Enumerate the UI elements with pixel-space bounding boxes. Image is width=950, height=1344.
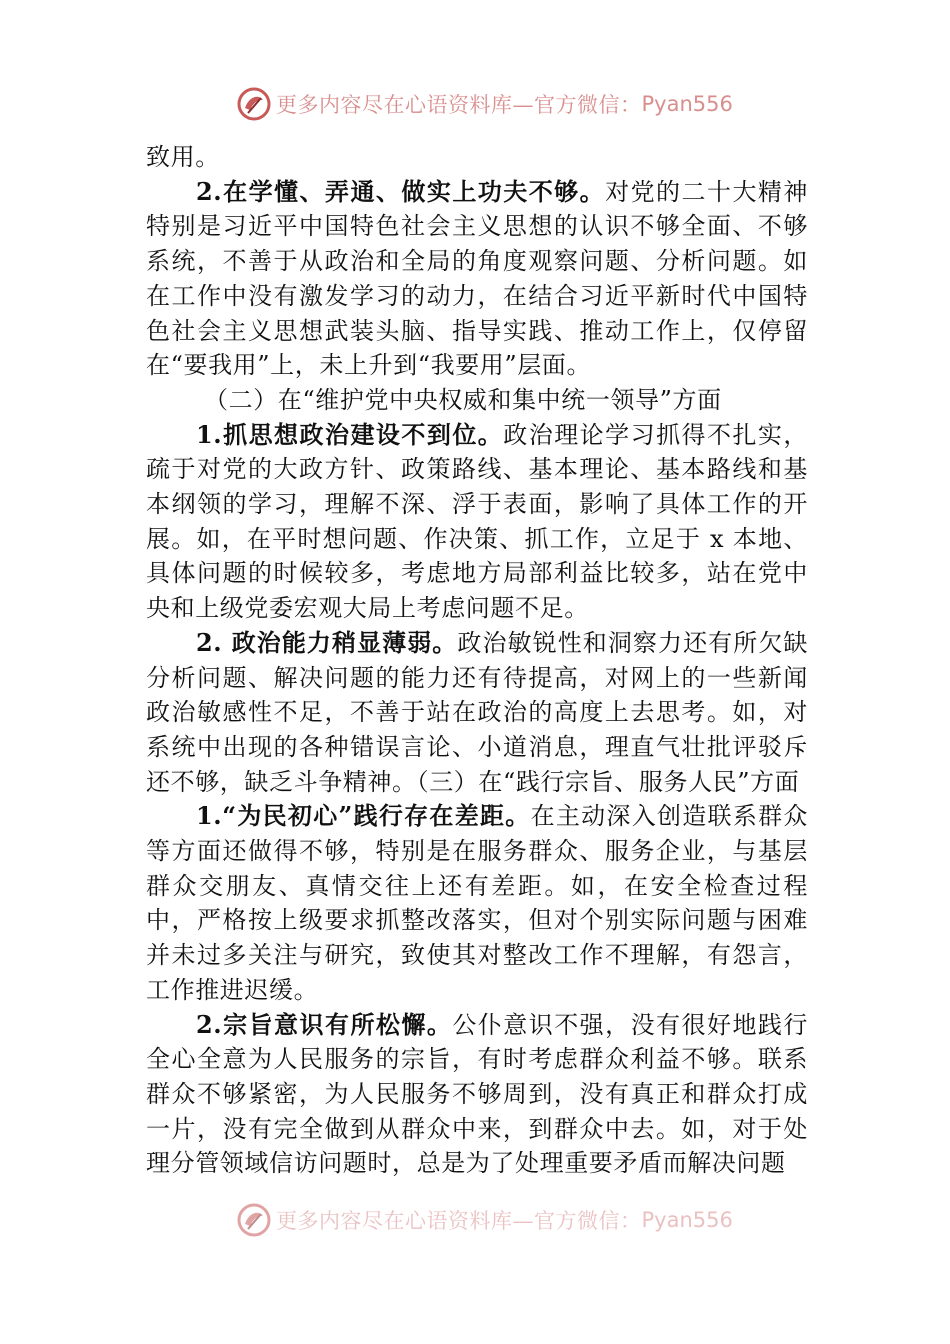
paragraph-text: 公仆意识不强，没有很好地践行全心全意为人民服务的宗旨，有时考虑群众利益不够。联系群众不够紧密，为人民服务不够周到，没有真正和群众打成一片，没有完全做到从群众中来，到群众中去。如，对于处理分管领域信访问题时，总是为了处理重要矛盾而解决问题 [146, 1010, 808, 1178]
paragraph-text: 致用。 [146, 143, 220, 171]
paragraph [146, 1008, 808, 1182]
section-heading: （二）在“维护党中央权威和集中统一领导”方面 [204, 385, 722, 414]
logo-icon [236, 1202, 272, 1238]
watermark-footer [236, 1200, 733, 1240]
watermark-text: 更多内容尽在心语资料库—官方微信： [276, 93, 642, 117]
paragraph [146, 175, 808, 383]
paragraph [146, 140, 808, 175]
paragraph-heading: 2. 政治能力稍显薄弱。 [196, 627, 458, 657]
paragraph-heading: 2.在学懂、弄通、做实上功夫不够。 [196, 176, 606, 206]
paragraph-heading: 1.“为民初心”践行存在差距。 [196, 801, 531, 831]
paragraph [146, 626, 808, 800]
paragraph [146, 418, 808, 626]
watermark-id: Pyan556 [641, 92, 733, 116]
paragraph-heading: 2.宗旨意识有所松懈。 [196, 1009, 453, 1039]
paragraph-heading: 1.抓思想政治建设不到位。 [196, 419, 504, 449]
watermark-id: Pyan556 [641, 1208, 733, 1232]
paragraph [146, 799, 808, 1007]
watermark-header [236, 84, 733, 124]
paragraph-text: 政治理论学习抓得不扎实，疏于对党的大政方针、政策路线、基本理论、基本路线和基本纲领的学习，理解不深、浮于表面，影响了具体工作的开展。如，在平时想问题、作决策、抓工作，立足于 x 本地、具体问题的时候较多，考虑地方局部利益比较多，站在党中央和上级党委宏观大局上考虑问题不足。 [146, 420, 809, 623]
paragraph-text: 政治敏锐性和洞察力还有所欠缺分析问题、解决问题的能力还有待提高，对网上的一些新闻政治敏感性不足，不善于站在政治的高度上去思考。如，对系统中出现的各种错误言论、小道消息，理直气壮批评驳斥还不够，缺乏斗争精神。（三）在“践行宗旨、服务人民”方面 [146, 628, 808, 796]
document-body [146, 140, 808, 1181]
logo-icon [236, 86, 272, 122]
paragraph-text: 对党的二十大精神特别是习近平中国特色社会主义思想的认识不够全面、不够系统，不善于从政治和全局的角度观察问题、分析问题。如在工作中没有激发学习的动力，在结合习近平新时代中国特色社会主义思想武装头脑、指导实践、推动工作上，仅停留在“要我用”上，未上升到“我要用”层面。 [146, 177, 808, 380]
paragraph-text: 在主动深入创造联系群众等方面还做得不够，特别是在服务群众、服务企业，与基层群众交朋友、真情交往上还有差距。如，在安全检查过程中，严格按上级要求抓整改落实，但对个别实际问题与困难并未过多关注与研究，致使其对整改工作不理解，有怨言，工作推进迟缓。 [146, 802, 808, 1004]
watermark-text: 更多内容尽在心语资料库—官方微信： [276, 1209, 642, 1233]
